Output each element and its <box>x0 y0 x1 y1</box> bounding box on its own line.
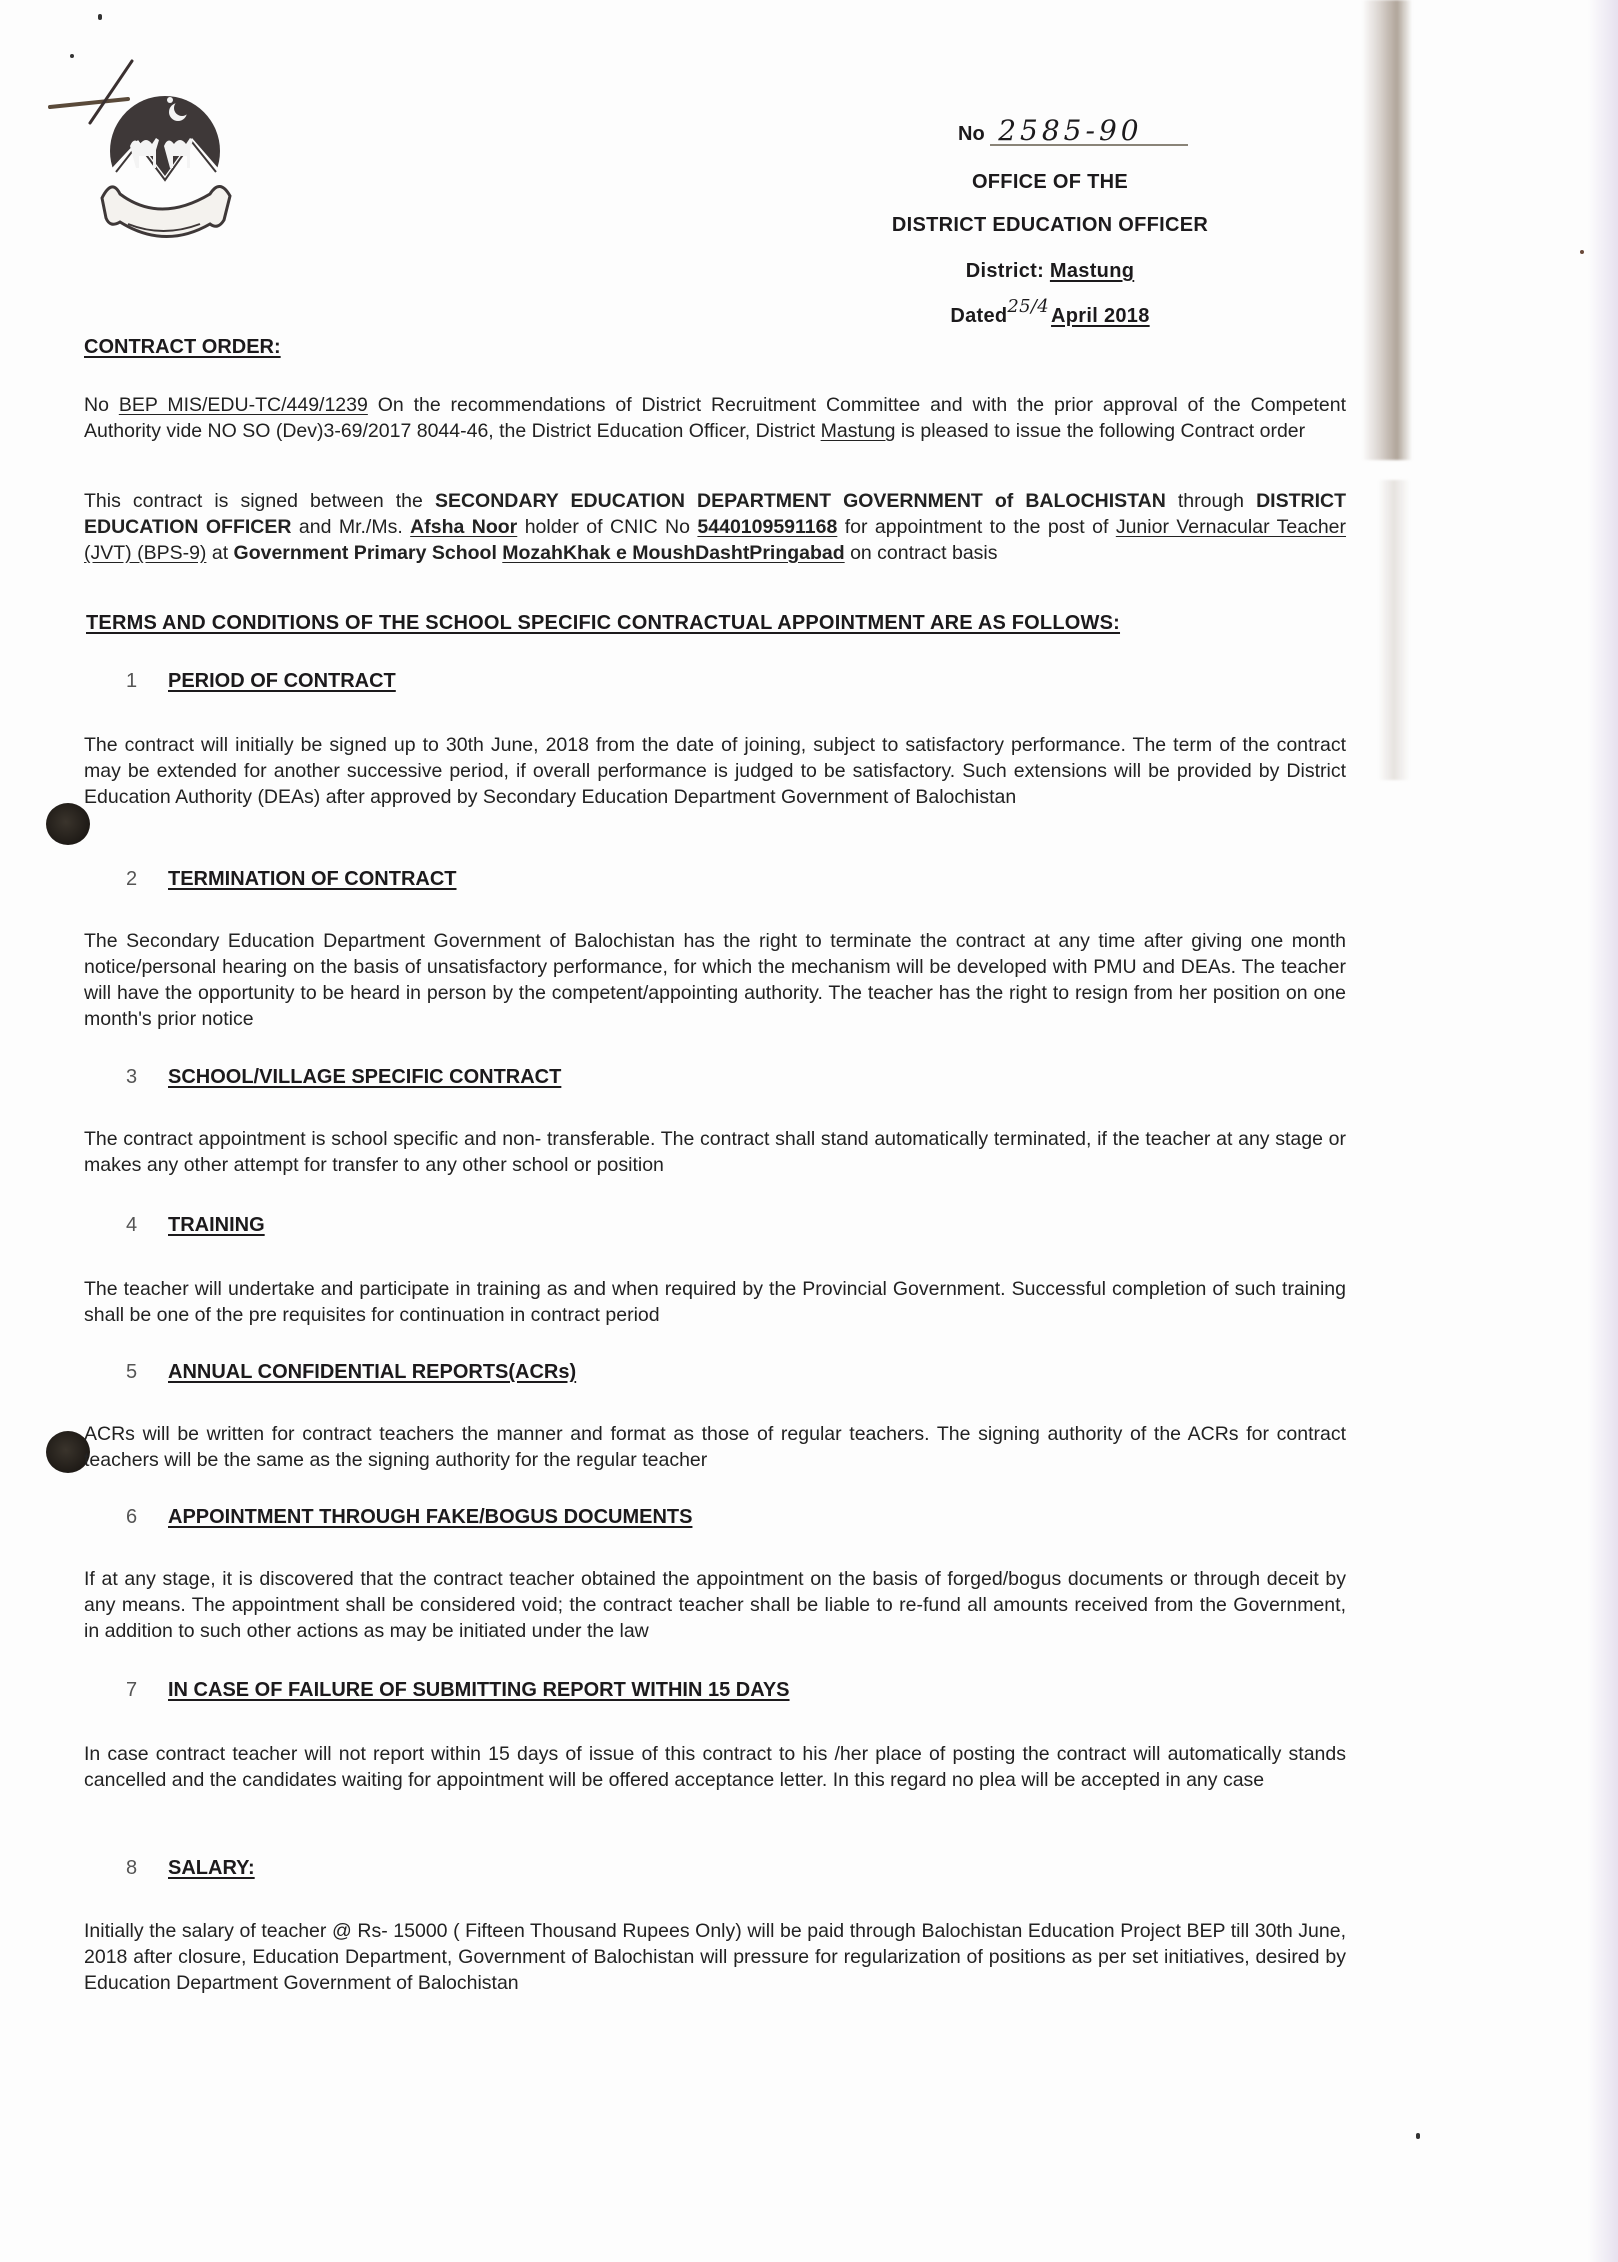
dated-month-year: April 2018 <box>1051 305 1150 327</box>
dated-day-handwritten: 25/4 <box>1007 296 1050 317</box>
sig-text: holder of CNIC No <box>524 516 690 538</box>
sig-department: SECONDARY EDUCATION DEPARTMENT GOVERNMENT of BALOCHISTAN <box>434 490 1166 512</box>
district-label: District: <box>965 260 1045 282</box>
intro-text-end: is pleased to issue the following Contract order <box>900 420 1306 442</box>
section-heading-7 <box>126 1679 790 1702</box>
section-number: 4 <box>126 1214 138 1236</box>
section-title: TERMINATION OF CONTRACT <box>168 868 457 890</box>
section-number: 6 <box>126 1506 138 1528</box>
dated-label: Dated <box>950 305 1008 327</box>
intro-ref-number: BEP MIS/EDU-TC/449/1239 <box>118 394 368 416</box>
section-text-5: ACRs will be written for contract teachers the manner and format as those of regular teachers. The signing authority of the ACRs for contract teachers will be the same as the signing authority for the regular teacher <box>84 1423 1346 1471</box>
scan-artifact-strip-lower <box>1378 480 1410 780</box>
section-number: 3 <box>126 1066 138 1088</box>
section-text-7: In case contract teacher will not report within 15 days of issue of this contract to his /her place of posting the contract will automatically stands cancelled and the candidates waiting for appointment will be offered acceptance letter. In this regard no plea will be accepted in any case <box>84 1743 1346 1791</box>
sig-text: at <box>211 542 229 564</box>
section-heading-3 <box>126 1066 561 1089</box>
section-text-3: The contract appointment is school specific and non- transferable. The contract shall stand automatically terminated, if the teacher at any stage or makes any other attempt for transfer to any other school or position <box>84 1128 1346 1176</box>
sig-officer: DISTRICT EDUCATION OFFICER <box>84 490 1346 538</box>
section-number: 7 <box>126 1679 138 1701</box>
district-value: Mastung <box>1049 260 1135 282</box>
section-title: ANNUAL CONFIDENTIAL REPORTS(ACRs) <box>168 1361 577 1383</box>
sig-text: for appointment to the post of <box>844 516 1109 538</box>
section-title: APPOINTMENT THROUGH FAKE/BOGUS DOCUMENTS <box>168 1506 693 1528</box>
district-line <box>860 260 1240 283</box>
balochistan-emblem-icon <box>98 88 268 270</box>
section-title: IN CASE OF FAILURE OF SUBMITTING REPORT WITHIN 15 DAYS <box>168 1679 790 1701</box>
section-text-4: The teacher will undertake and participate in training as and when required by the Provincial Government. Successful completion of such training shall be one of the pre requisites for continuation in contract period <box>84 1278 1346 1326</box>
section-number: 5 <box>126 1361 138 1383</box>
section-number: 2 <box>126 868 138 890</box>
terms-heading: TERMS AND CONDITIONS OF THE SCHOOL SPECIFIC CONTRACTUAL APPOINTMENT ARE AS FOLLOWS: <box>86 612 1121 634</box>
intro-paragraph <box>84 392 1346 444</box>
sig-text: through <box>1177 490 1245 512</box>
school-name: MozahKhak e MoushDashtPringabad <box>502 542 845 564</box>
ref-label: No <box>958 123 985 145</box>
section-title: TRAINING <box>168 1214 265 1236</box>
section-title: SCHOOL/VILLAGE SPECIFIC CONTRACT <box>168 1066 562 1088</box>
cnic-number: 5440109591168 <box>697 516 838 538</box>
section-text-8: Initially the salary of teacher @ Rs- 15000 ( Fifteen Thousand Rupees Only) will be paid through Balochistan Education Project BEP till 30th June, 2018 after closure, Education Department, Government of Balochistan will pressure for regularization of positions as per set initiatives, desired by Education Department Government of Balochistan <box>84 1920 1346 1994</box>
section-text-2: The Secondary Education Department Government of Balochistan has the right to terminate the contract at any time after giving one month notice/personal hearing on the basis of unsatisfactory performance, for which the mechanism will be developed with PMU and DEAs. The teacher will have the opportunity to be heard in person by the competent/appointing authority. The teacher has the right to resign from her position on one month's prior notice <box>84 930 1346 1030</box>
intro-text: On the recommendations of District Recruitment Committee and with the prior approval of the Competent Authority vide NO SO (Dev)3-69/2017 8044-46, the District Education Officer, District <box>84 394 1347 442</box>
scan-artifact-strip <box>1362 0 1412 460</box>
section-number: 1 <box>126 670 138 692</box>
reference-number <box>958 114 1188 147</box>
signatory-paragraph <box>84 488 1346 566</box>
ref-number-handwritten: 2585-90 <box>990 118 1188 146</box>
speck <box>1580 250 1584 254</box>
speck <box>98 14 102 20</box>
section-heading-6 <box>126 1506 692 1529</box>
section-heading-2 <box>126 868 457 891</box>
section-heading-8 <box>126 1857 255 1880</box>
page-edge-shade <box>1588 0 1618 2262</box>
intro-ref-prefix: No <box>84 394 109 416</box>
teacher-name: Afsha Noor <box>410 516 518 538</box>
post-title: Junior Vernacular Teacher (JVT) (BPS-9) <box>84 516 1347 564</box>
section-heading-1 <box>126 670 396 693</box>
sig-text: and Mr./Ms. <box>298 516 403 538</box>
intro-district: Mastung <box>820 420 896 442</box>
office-line-2: DISTRICT EDUCATION OFFICER <box>891 214 1209 236</box>
dated-line <box>860 296 1240 328</box>
sig-text: This contract is signed between the <box>84 490 423 512</box>
section-number: 8 <box>126 1857 138 1879</box>
section-text-6: If at any stage, it is discovered that the contract teacher obtained the appointment on the basis of forged/bogus documents or through deceit by any means. The appointment shall be considered void; the contract teacher shall be liable to re-fund all amounts received from the Government, in addition to such other actions as may be initiated under the law <box>84 1568 1346 1642</box>
section-title: PERIOD OF CONTRACT <box>168 670 396 692</box>
section-heading-5 <box>126 1361 576 1384</box>
school-type: Government Primary School <box>233 542 497 564</box>
page-title: CONTRACT ORDER: <box>84 336 281 358</box>
section-text-1: The contract will initially be signed up to 30th June, 2018 from the date of joining, subject to satisfactory performance. The term of the contract may be extended for another successive period, if overall performance is judged to be satisfactory. Such extensions will be provided by District Education Authority (DEAs) after approved by Secondary Education Department Government of Balochistan <box>84 734 1346 808</box>
office-line-1: OFFICE OF THE <box>971 171 1129 193</box>
sig-text: on contract basis <box>850 542 998 564</box>
section-heading-4 <box>126 1214 265 1237</box>
section-title: SALARY: <box>168 1857 255 1879</box>
speck <box>1416 2133 1420 2139</box>
